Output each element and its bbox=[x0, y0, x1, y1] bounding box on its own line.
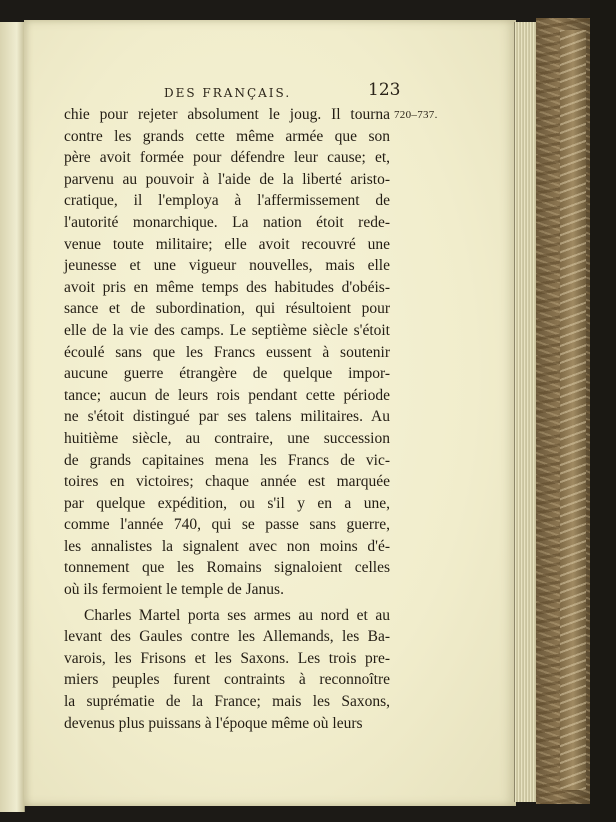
text-line: tonnement que les Romains signaloient celles bbox=[64, 559, 390, 577]
text-line: contre les grands cette même armée que son bbox=[64, 127, 390, 145]
text-line: les annalistes la signalent avec non moins d'é- bbox=[64, 537, 390, 555]
margin-note: 720–737. bbox=[394, 109, 438, 121]
page-number: 123 bbox=[368, 80, 401, 100]
text-line: cratique, il l'employa à l'affermissement de bbox=[64, 192, 390, 210]
text-line: elle de la vie des camps. Le septième siècle s'étoit bbox=[64, 321, 390, 339]
text-line: sance et de subordination, qui résultoient pour bbox=[64, 300, 390, 318]
text-line: comme l'année 740, qui se passe sans guerre, bbox=[64, 516, 390, 534]
text-line: ne s'étoit distingué par ses talens militaires. Au bbox=[64, 408, 390, 426]
text-line: avoit pris en même temps des habitudes d'obéis- bbox=[64, 278, 390, 296]
text-line: l'autorité monarchique. La nation étoit rede- bbox=[64, 213, 390, 231]
text-line: miers peuples furent contraints à reconnoître bbox=[64, 671, 390, 689]
marbled-cover-inner bbox=[560, 30, 586, 790]
facing-page-edge bbox=[0, 22, 25, 812]
text-line: aucune guerre étrangère de quelque impor- bbox=[64, 365, 390, 383]
text-line: Charles Martel porta ses armes au nord et au bbox=[84, 606, 390, 624]
background-right bbox=[590, 0, 616, 822]
text-line: de grands capitaines mena les Francs de vic- bbox=[64, 451, 390, 469]
body-text bbox=[64, 104, 390, 734]
text-line: père avoit formée pour défendre leur cause; et, bbox=[64, 149, 390, 167]
text-line: la suprématie de la France; mais les Saxons, bbox=[64, 693, 390, 711]
text-line: varois, les Frisons et les Saxons. Les trois pre- bbox=[64, 649, 390, 667]
text-line: tance; aucun de leurs rois pendant cette période bbox=[64, 386, 390, 404]
text-line: levant des Gaules contre les Allemands, les Ba- bbox=[64, 628, 390, 646]
running-title: DES FRANÇAIS. bbox=[164, 86, 292, 100]
text-line: où ils fermoient le temple de Janus. bbox=[64, 581, 284, 599]
text-line: devenus plus puissans à l'époque même où leurs bbox=[64, 714, 363, 732]
text-line: jeunesse et une vigueur nouvelles, mais elle bbox=[64, 257, 390, 275]
text-line: chie pour rejeter absolument le joug. Il tourna bbox=[64, 106, 390, 123]
text-line: venue toute militaire; elle avoit recouvré une bbox=[64, 235, 390, 253]
text-line: toires en victoires; chaque année est marquée bbox=[64, 473, 390, 491]
text-line: par quelque expédition, ou s'il y en a une, bbox=[64, 494, 390, 512]
text-line: parvenu au pouvoir à l'aide de la liberté aristo- bbox=[64, 170, 390, 188]
text-line: écoulé sans que les Francs eussent à soutenir bbox=[64, 343, 390, 361]
text-line: huitième siècle, au contraire, une succession bbox=[64, 429, 390, 447]
